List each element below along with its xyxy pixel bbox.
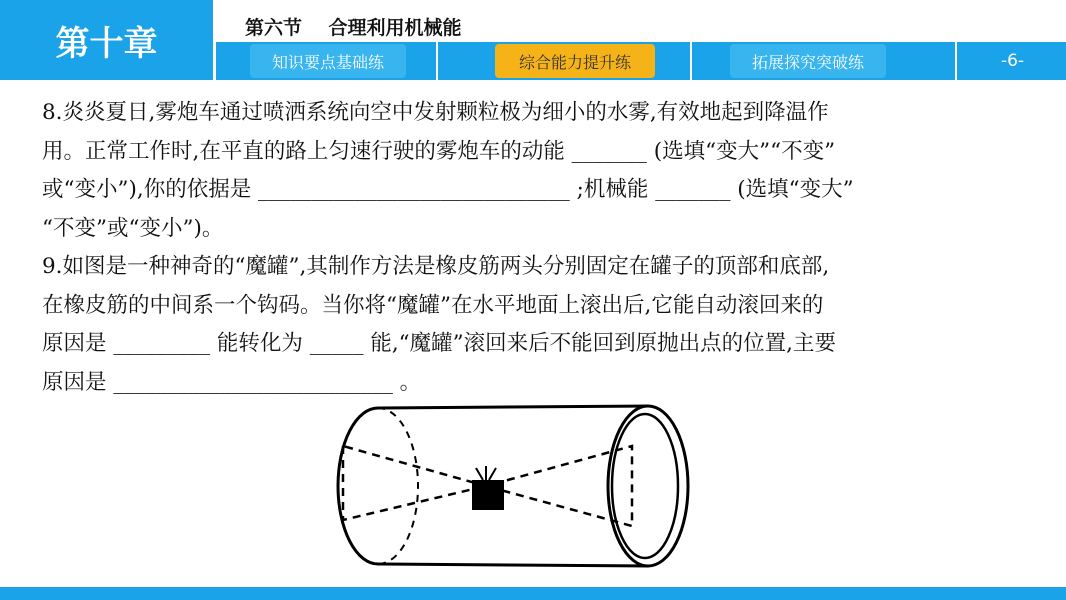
- question-9-line: 9.如图是一种神奇的“魔罐”,其制作方法是橡皮筋两头分别固定在罐子的顶部和底部,: [42, 254, 830, 279]
- question-9-line: 原因是 _________ 能转化为 _____ 能,“魔罐”滚回来后不能回到原抛出点的位置,主要: [42, 331, 836, 356]
- magic-can-figure: [308, 402, 692, 570]
- tab-divider: [436, 42, 438, 80]
- question-8-line: “不变”或“变小”)。: [42, 215, 224, 241]
- tab-divider: [690, 42, 692, 80]
- tab-extension-exploration[interactable]: 拓展探究突破练: [730, 44, 886, 78]
- can-left-end: [338, 408, 378, 564]
- chapter-label: 第十章: [0, 0, 213, 80]
- can-right-end-inner: [612, 414, 678, 558]
- question-8-line: 用。正常工作时,在平直的路上匀速行驶的雾炮车的动能 _______ (选填“变大”“不变”: [42, 138, 836, 164]
- question-8-line: 或“变小”),你的依据是 _____________________________ ;机械能 _______ (选填“变大”: [42, 177, 854, 202]
- question-9-line: 在橡皮筋的中间系一个钩码。当你将“魔罐”在水平地面上滚出后,它能自动滚回来的: [42, 292, 824, 318]
- footer-bar: [0, 587, 1066, 600]
- section-title: 第六节 合理利用机械能: [245, 17, 462, 39]
- question-9-line: 原因是 __________________________ 。: [42, 369, 422, 395]
- can-top-edge: [378, 406, 648, 408]
- can-right-end-outer: [608, 406, 688, 566]
- question-content: [42, 94, 1032, 402]
- page-number: -6-: [955, 42, 1066, 80]
- tab-ability-improvement[interactable]: 综合能力提升练: [495, 44, 655, 78]
- can-bottom-edge: [378, 564, 648, 566]
- hook-weight: [472, 480, 504, 510]
- question-8-line: 8.炎炎夏日,雾炮车通过喷洒系统向空中发射颗粒极为细小的水雾,有效地起到降温作: [42, 100, 829, 125]
- can-left-end-hidden: [378, 408, 418, 564]
- tab-basic-practice[interactable]: 知识要点基础练: [250, 44, 406, 78]
- tie-knot: [476, 466, 496, 480]
